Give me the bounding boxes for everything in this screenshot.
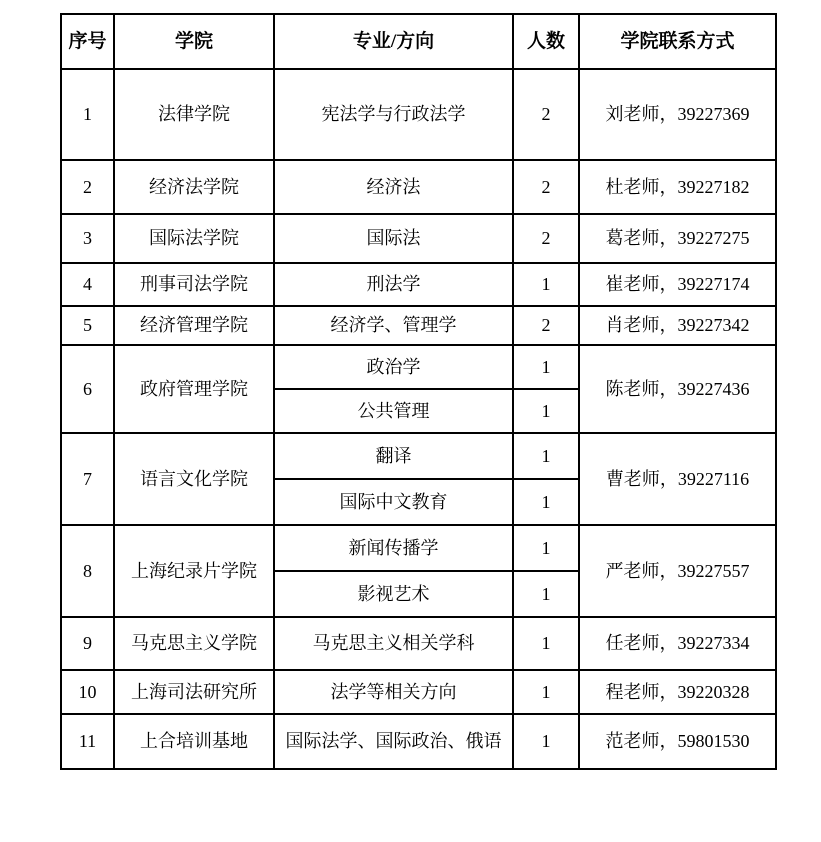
cell-college: 国际法学院 bbox=[114, 214, 274, 263]
cell-major: 影视艺术 bbox=[274, 571, 513, 617]
col-header-major: 专业/方向 bbox=[274, 14, 513, 69]
cell-count: 2 bbox=[513, 214, 579, 263]
table-row bbox=[61, 714, 776, 769]
cell-no: 3 bbox=[61, 214, 114, 263]
cell-major: 马克思主义相关学科 bbox=[274, 617, 513, 670]
cell-major: 经济学、管理学 bbox=[274, 306, 513, 345]
cell-no: 8 bbox=[61, 525, 114, 617]
cell-no: 2 bbox=[61, 160, 114, 214]
cell-contact: 肖老师，39227342 bbox=[579, 306, 776, 345]
cell-contact: 陈老师，39227436 bbox=[579, 345, 776, 433]
cell-count: 1 bbox=[513, 714, 579, 769]
table-row bbox=[61, 263, 776, 306]
cell-major: 经济法 bbox=[274, 160, 513, 214]
cell-college: 法律学院 bbox=[114, 69, 274, 160]
col-header-no: 序号 bbox=[61, 14, 114, 69]
cell-major: 新闻传播学 bbox=[274, 525, 513, 571]
cell-count: 1 bbox=[513, 479, 579, 525]
col-header-count: 人数 bbox=[513, 14, 579, 69]
cell-college: 马克思主义学院 bbox=[114, 617, 274, 670]
cell-no: 1 bbox=[61, 69, 114, 160]
recruitment-table bbox=[60, 13, 777, 770]
table-row bbox=[61, 670, 776, 714]
cell-college: 上海纪录片学院 bbox=[114, 525, 274, 617]
cell-count: 2 bbox=[513, 160, 579, 214]
cell-count: 1 bbox=[513, 433, 579, 479]
table-row bbox=[61, 160, 776, 214]
table-row bbox=[61, 345, 776, 389]
cell-major: 翻译 bbox=[274, 433, 513, 479]
cell-no: 10 bbox=[61, 670, 114, 714]
cell-contact: 葛老师，39227275 bbox=[579, 214, 776, 263]
cell-contact: 范老师，59801530 bbox=[579, 714, 776, 769]
cell-no: 9 bbox=[61, 617, 114, 670]
cell-no: 7 bbox=[61, 433, 114, 525]
cell-count: 1 bbox=[513, 617, 579, 670]
cell-major: 国际中文教育 bbox=[274, 479, 513, 525]
cell-count: 2 bbox=[513, 69, 579, 160]
cell-major: 国际法学、国际政治、俄语 bbox=[274, 714, 513, 769]
table-row bbox=[61, 525, 776, 571]
table-row bbox=[61, 69, 776, 160]
cell-major: 法学等相关方向 bbox=[274, 670, 513, 714]
cell-count: 1 bbox=[513, 571, 579, 617]
cell-contact: 严老师，39227557 bbox=[579, 525, 776, 617]
cell-college: 刑事司法学院 bbox=[114, 263, 274, 306]
cell-no: 11 bbox=[61, 714, 114, 769]
cell-count: 1 bbox=[513, 389, 579, 433]
table-row bbox=[61, 433, 776, 479]
table-row bbox=[61, 617, 776, 670]
cell-count: 1 bbox=[513, 345, 579, 389]
cell-college: 语言文化学院 bbox=[114, 433, 274, 525]
cell-count: 1 bbox=[513, 263, 579, 306]
cell-major: 公共管理 bbox=[274, 389, 513, 433]
cell-major: 刑法学 bbox=[274, 263, 513, 306]
cell-no: 6 bbox=[61, 345, 114, 433]
cell-college: 经济法学院 bbox=[114, 160, 274, 214]
cell-count: 1 bbox=[513, 525, 579, 571]
cell-major: 政治学 bbox=[274, 345, 513, 389]
cell-contact: 任老师，39227334 bbox=[579, 617, 776, 670]
cell-count: 1 bbox=[513, 670, 579, 714]
cell-contact: 曹老师，39227116 bbox=[579, 433, 776, 525]
cell-contact: 杜老师，39227182 bbox=[579, 160, 776, 214]
cell-college: 经济管理学院 bbox=[114, 306, 274, 345]
table-row bbox=[61, 214, 776, 263]
cell-contact: 崔老师，39227174 bbox=[579, 263, 776, 306]
cell-no: 5 bbox=[61, 306, 114, 345]
cell-contact: 程老师，39220328 bbox=[579, 670, 776, 714]
table-header-row bbox=[61, 14, 776, 69]
col-header-college: 学院 bbox=[114, 14, 274, 69]
cell-college: 上海司法研究所 bbox=[114, 670, 274, 714]
cell-college: 上合培训基地 bbox=[114, 714, 274, 769]
cell-major: 宪法学与行政法学 bbox=[274, 69, 513, 160]
cell-no: 4 bbox=[61, 263, 114, 306]
cell-contact: 刘老师，39227369 bbox=[579, 69, 776, 160]
cell-college: 政府管理学院 bbox=[114, 345, 274, 433]
cell-count: 2 bbox=[513, 306, 579, 345]
col-header-contact: 学院联系方式 bbox=[579, 14, 776, 69]
table-row bbox=[61, 306, 776, 345]
cell-major: 国际法 bbox=[274, 214, 513, 263]
